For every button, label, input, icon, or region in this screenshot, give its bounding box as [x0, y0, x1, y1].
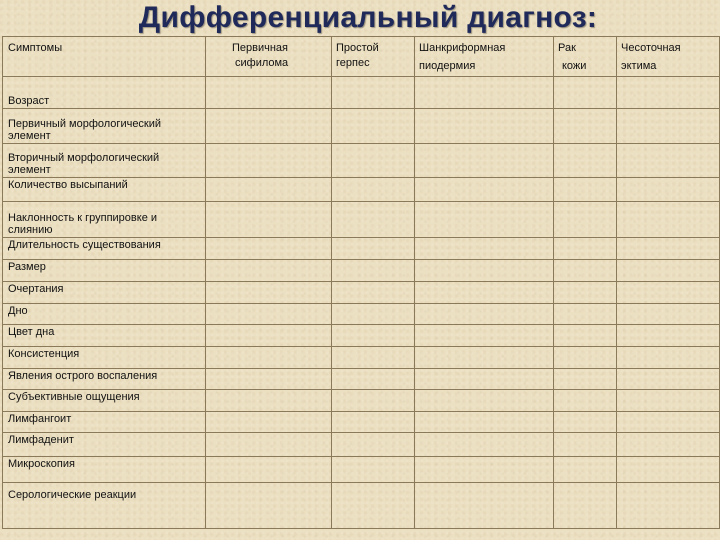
table-cell	[415, 77, 554, 109]
table-cell	[554, 457, 617, 483]
table-cell	[332, 304, 415, 325]
header-scabies-ecthyma	[617, 37, 720, 77]
table-cell	[206, 144, 332, 178]
table-cell	[415, 433, 554, 457]
table-cell	[415, 282, 554, 304]
table-cell	[617, 325, 720, 347]
table-cell	[415, 202, 554, 238]
header-symptoms: Симптомы	[3, 37, 206, 77]
table-cell	[206, 109, 332, 144]
header-herpes-simplex	[332, 37, 415, 77]
table-cell	[554, 202, 617, 238]
table-cell	[332, 77, 415, 109]
table-row	[3, 390, 720, 412]
row-label: Первичный морфологический элемент	[3, 109, 206, 144]
row-label: Субъективные ощущения	[3, 390, 206, 412]
header-col-5-line-2: эктима	[621, 60, 657, 72]
row-label: Лимфангоит	[3, 412, 206, 433]
table-row	[3, 178, 720, 202]
table-row	[3, 457, 720, 483]
row-label: Лимфаденит	[3, 433, 206, 457]
row-label: Явления острого воспаления	[3, 369, 206, 390]
table-cell	[617, 109, 720, 144]
table-cell	[206, 483, 332, 529]
header-skin-cancer	[554, 37, 617, 77]
table-cell	[617, 202, 720, 238]
table-cell	[206, 347, 332, 369]
table-cell	[206, 238, 332, 260]
table-cell	[554, 483, 617, 529]
table-cell	[415, 347, 554, 369]
table-row	[3, 202, 720, 238]
table-cell	[206, 77, 332, 109]
table-cell	[206, 202, 332, 238]
table-row	[3, 412, 720, 433]
table-cell	[415, 304, 554, 325]
table-cell	[415, 109, 554, 144]
table-cell	[332, 202, 415, 238]
table-cell	[617, 433, 720, 457]
header-col-3-line-2: пиодермия	[419, 60, 476, 72]
table-cell	[554, 390, 617, 412]
row-label: Микроскопия	[3, 457, 206, 483]
table-cell	[332, 412, 415, 433]
table-cell	[554, 412, 617, 433]
table-row	[3, 369, 720, 390]
table-row	[3, 260, 720, 282]
table-cell	[332, 282, 415, 304]
table-cell	[332, 347, 415, 369]
differential-diagnosis-table	[2, 36, 720, 529]
table-cell	[332, 457, 415, 483]
table-row	[3, 433, 720, 457]
table-cell	[554, 238, 617, 260]
table-cell	[415, 369, 554, 390]
table-row	[3, 325, 720, 347]
table-cell	[554, 369, 617, 390]
header-col-1-line-2: сифилома	[235, 57, 289, 69]
table-cell	[617, 144, 720, 178]
row-label: Дно	[3, 304, 206, 325]
table-cell	[554, 433, 617, 457]
page-title: Дифференциальный диагноз:	[138, 1, 598, 34]
table-cell	[332, 369, 415, 390]
table-row	[3, 109, 720, 144]
header-col-4-line-1: Рак	[558, 42, 576, 54]
table-cell	[554, 304, 617, 325]
table-cell	[554, 347, 617, 369]
row-label: Вторичный морфологический элемент	[3, 144, 206, 178]
table-cell	[206, 412, 332, 433]
table-cell	[415, 390, 554, 412]
table-cell	[415, 457, 554, 483]
table-cell	[206, 304, 332, 325]
table-cell	[554, 77, 617, 109]
row-label: Возраст	[3, 77, 206, 109]
table-cell	[206, 325, 332, 347]
table-cell	[332, 238, 415, 260]
table-cell	[617, 483, 720, 529]
table-cell	[554, 260, 617, 282]
table-cell	[415, 325, 554, 347]
table-row	[3, 304, 720, 325]
table-cell	[554, 325, 617, 347]
table-row	[3, 238, 720, 260]
table-cell	[332, 178, 415, 202]
header-col-3-line-1: Шанкриформная	[419, 42, 506, 54]
table-cell	[415, 238, 554, 260]
table-row	[3, 347, 720, 369]
table-cell	[617, 412, 720, 433]
header-chancriform-pyoderma	[415, 37, 554, 77]
row-label: Цвет дна	[3, 325, 206, 347]
table-cell	[617, 178, 720, 202]
table-cell	[554, 282, 617, 304]
table-cell	[206, 433, 332, 457]
table-cell	[415, 260, 554, 282]
table-cell	[617, 282, 720, 304]
table-cell	[332, 433, 415, 457]
table-cell	[332, 144, 415, 178]
table-cell	[617, 238, 720, 260]
header-col-1-line-1: Первичная	[232, 42, 289, 54]
row-label: Серологические реакции	[3, 483, 206, 529]
table-cell	[332, 390, 415, 412]
table-cell	[332, 483, 415, 529]
row-label: Длительность существования	[3, 238, 206, 260]
header-col-4-line-2: кожи	[562, 60, 587, 72]
table-row	[3, 282, 720, 304]
table-cell	[617, 390, 720, 412]
table-cell	[415, 144, 554, 178]
table-cell	[206, 260, 332, 282]
table-cell	[554, 109, 617, 144]
row-label: Консистенция	[3, 347, 206, 369]
table-cell	[332, 325, 415, 347]
table-cell	[415, 412, 554, 433]
header-col-5-line-1: Чесоточная	[621, 42, 681, 54]
table-cell	[206, 178, 332, 202]
table-cell	[415, 178, 554, 202]
table-cell	[206, 457, 332, 483]
table-cell	[617, 347, 720, 369]
table-cell	[206, 390, 332, 412]
table-cell	[617, 304, 720, 325]
row-label: Очертания	[3, 282, 206, 304]
table-cell	[617, 369, 720, 390]
header-col-2-line-2: герпес	[336, 57, 370, 69]
row-label: Размер	[3, 260, 206, 282]
table-cell	[206, 369, 332, 390]
table-cell	[332, 260, 415, 282]
table-cell	[617, 260, 720, 282]
table-cell	[617, 457, 720, 483]
table-cell	[617, 77, 720, 109]
header-row	[3, 37, 720, 77]
table-row	[3, 144, 720, 178]
header-col-2-line-1: Простой	[336, 42, 379, 54]
row-label: Количество высыпаний	[3, 178, 206, 202]
table-cell	[554, 144, 617, 178]
table-row	[3, 483, 720, 529]
table-cell	[332, 109, 415, 144]
table-cell	[206, 282, 332, 304]
table-row	[3, 77, 720, 109]
header-primary-syphiloma	[206, 37, 332, 77]
table-cell	[554, 178, 617, 202]
table-cell	[415, 483, 554, 529]
row-label: Наклонность к группировке и слиянию	[3, 202, 206, 238]
